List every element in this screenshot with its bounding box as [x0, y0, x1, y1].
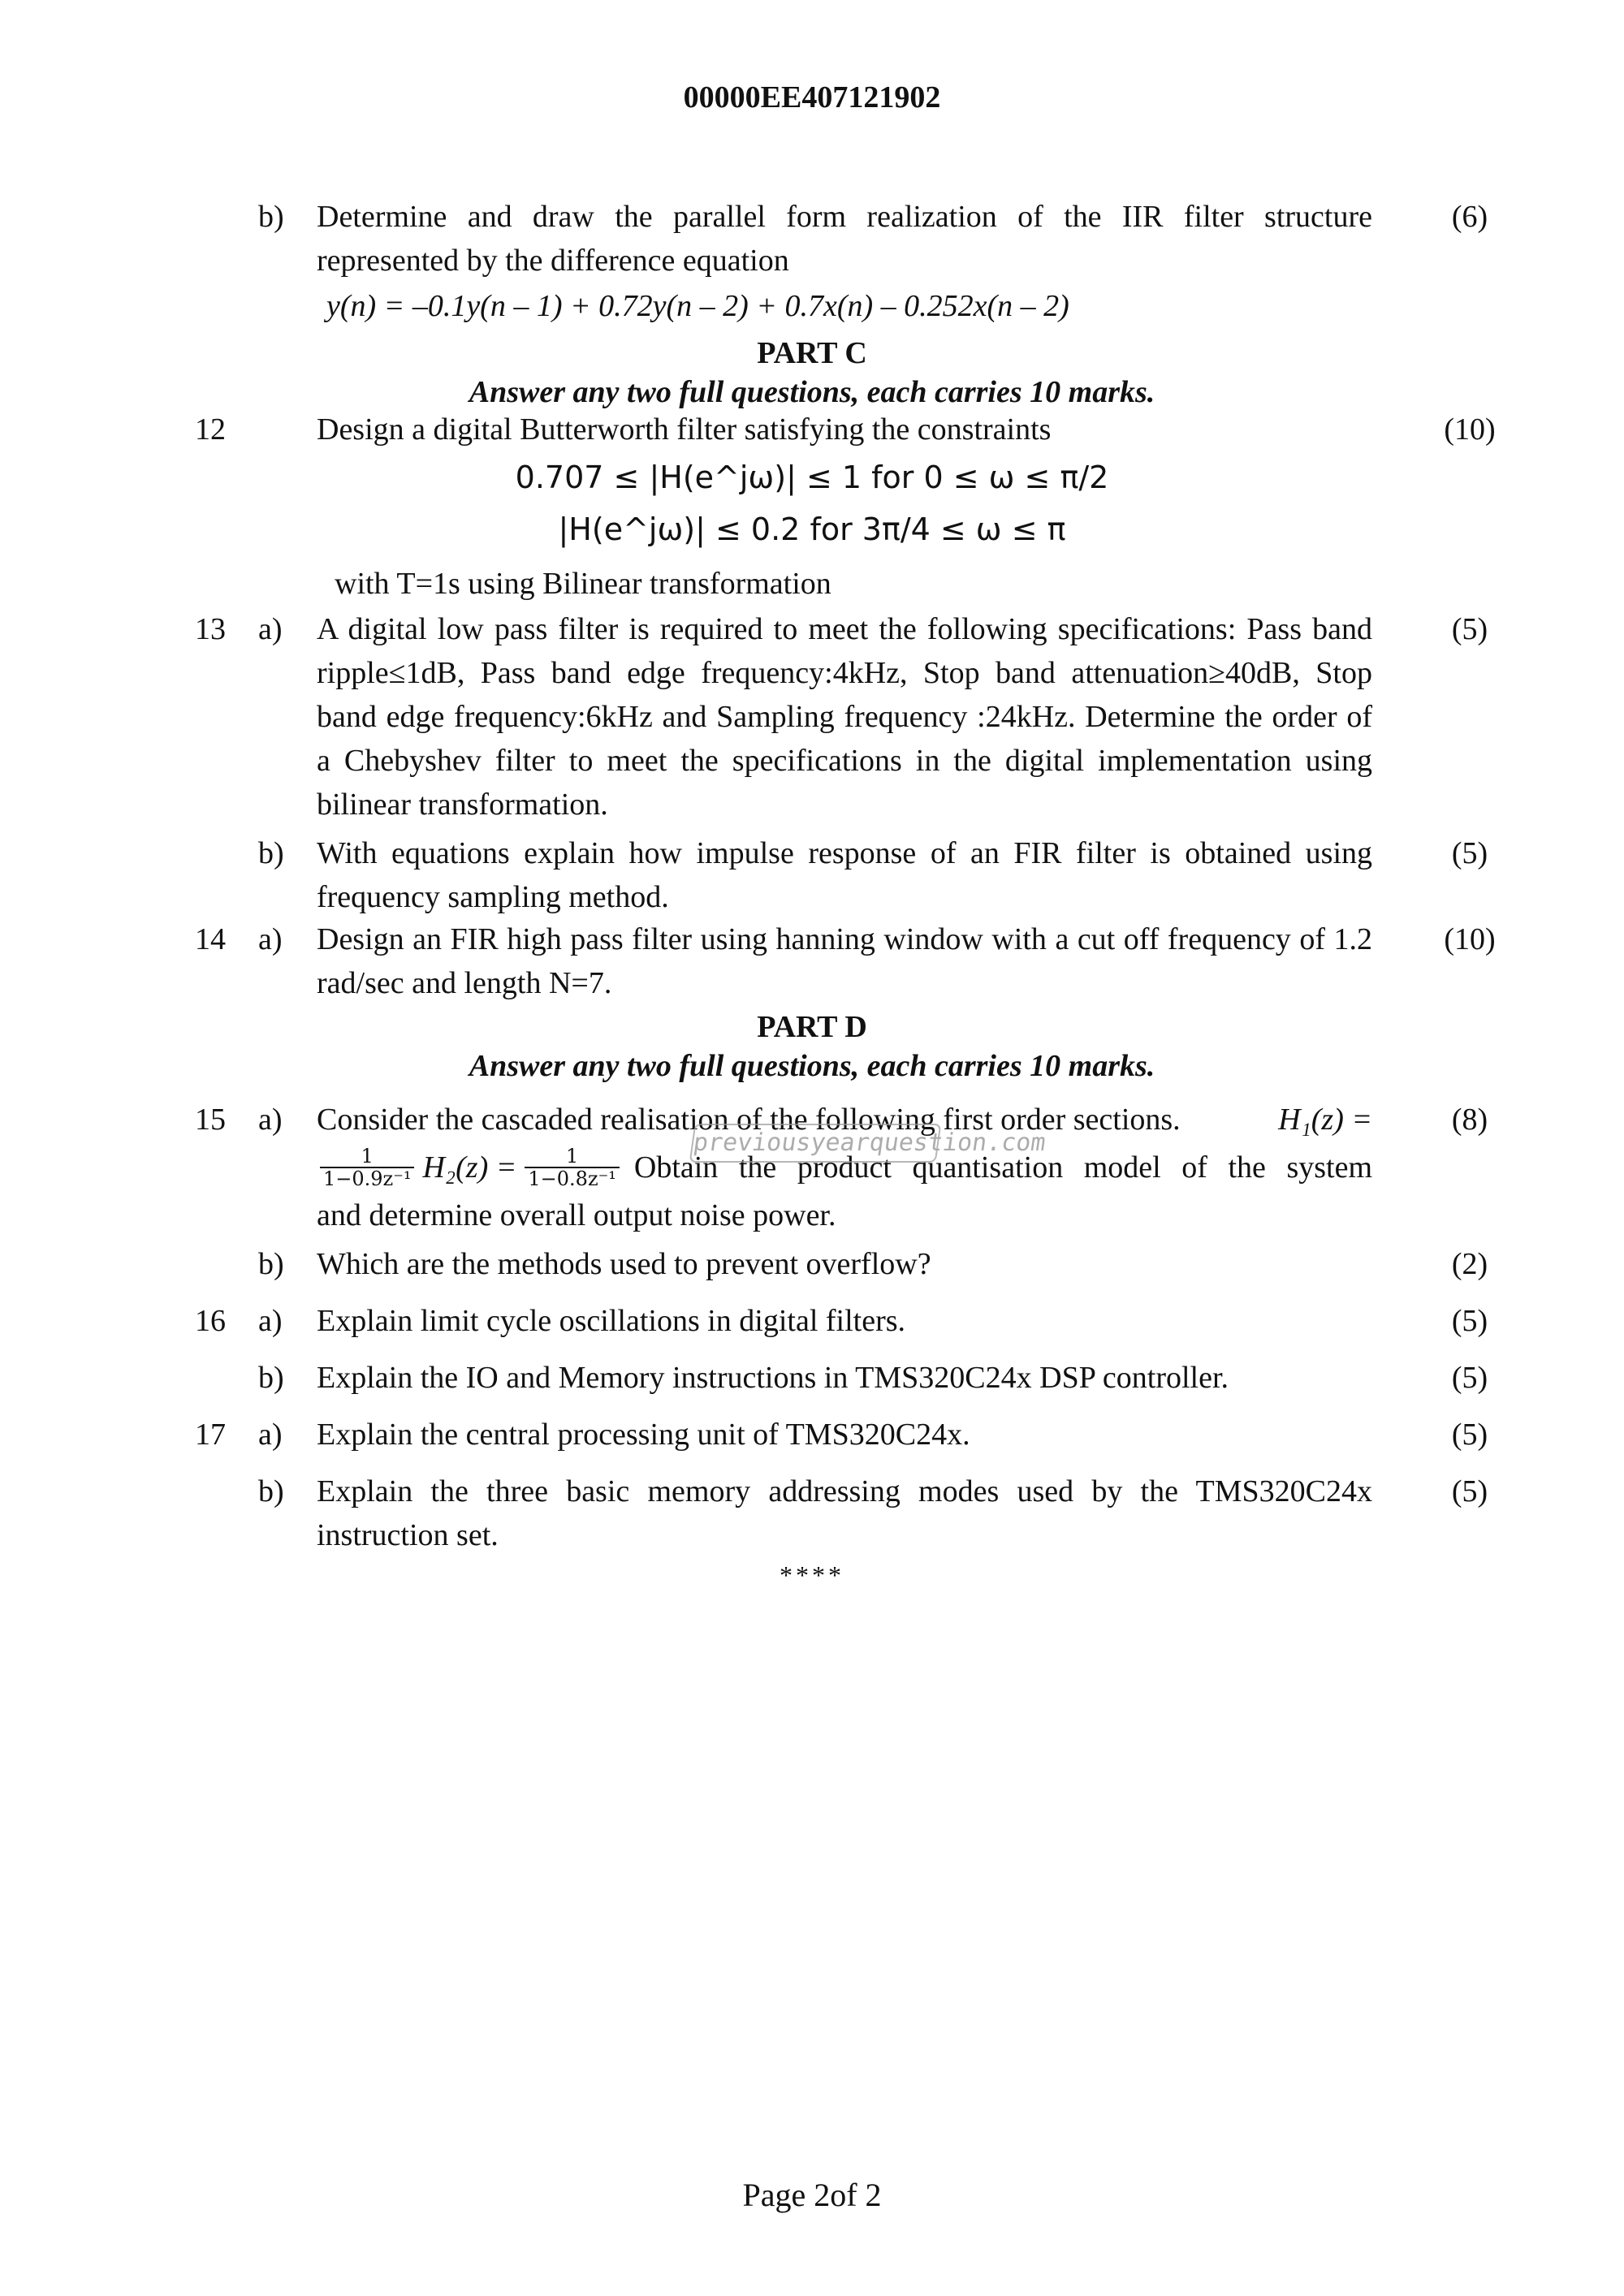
sub-label: b): [258, 1474, 284, 1508]
fraction-h1: [320, 1146, 414, 1189]
question-number: 14: [195, 922, 226, 956]
question-text: Explain the three basic memory addressing modes used by the TMS320C24x instruction set.: [317, 1474, 1372, 1552]
question-text: Design a digital Butterworth filter satisfying the constraints: [317, 412, 1052, 447]
fraction-denominator: 1−0.9z⁻¹: [323, 1167, 412, 1190]
marks: (8): [1451, 1103, 1488, 1137]
question-text-part-2: Obtain the product quantisation model of the system: [633, 1150, 1372, 1185]
marks: (2): [1451, 1247, 1488, 1281]
sub-label: a): [258, 1304, 283, 1338]
question-text-part-1: Consider the cascaded realisation of the following first order sections.: [317, 1103, 1181, 1137]
sub-label: b): [258, 1361, 284, 1395]
question-text: With equations explain how impulse response of an FIR filter is obtained using frequency sampling method.: [317, 836, 1372, 914]
h1-label: H₁(z) =: [1278, 1103, 1372, 1137]
marks: (5): [1451, 612, 1488, 646]
end-marker: ****: [780, 1560, 844, 1590]
marks: (10): [1444, 922, 1496, 956]
page-footer: Page 2of 2: [742, 2177, 882, 2213]
question-number: 15: [195, 1103, 226, 1137]
watermark: previousyearquestion.com: [689, 1124, 942, 1163]
part-d-instruction: Answer any two full questions, each carries 10 marks.: [469, 1049, 1155, 1083]
fraction-numerator: 1: [525, 1146, 619, 1168]
marks: (6): [1451, 200, 1488, 234]
question-number: 13: [195, 612, 226, 646]
constraint-equation-1: 0.707 ≤ |H(e^jω)| ≤ 1 for 0 ≤ ω ≤ π/2: [515, 460, 1109, 495]
marks: (5): [1451, 836, 1488, 870]
sub-label: b): [258, 200, 284, 234]
part-c-instruction: Answer any two full questions, each carries 10 marks.: [469, 375, 1155, 409]
marks: (5): [1451, 1304, 1488, 1338]
sub-label: a): [258, 922, 283, 956]
part-c-title: PART C: [757, 336, 867, 370]
question-text: Explain limit cycle oscillations in digital filters.: [317, 1304, 906, 1338]
question-text: Explain the IO and Memory instructions in TMS320C24x DSP controller.: [317, 1361, 1229, 1395]
difference-equation: y(n) = –0.1y(n – 1) + 0.72y(n – 2) + 0.7x(n) – 0.252x(n – 2): [326, 289, 1069, 323]
h2-label: H₂(z) =: [422, 1150, 517, 1185]
sub-label: a): [258, 1418, 283, 1452]
question-12-tail: with T=1s using Bilinear transformation: [335, 567, 831, 601]
question-number: 17: [195, 1418, 226, 1452]
paper-code: 00000EE407121902: [683, 80, 941, 114]
question-text: A digital low pass filter is required to meet the following specifications: Pass band ripple≤1dB, Pass band edge frequency:4kHz, Stop band attenuation≥40dB, Stop band edge frequency:6kHz and Sampling frequency :24kHz. Determine the order of a Chebyshev filter to meet the specifications in the digital implementation using bilinear transformation.: [317, 612, 1372, 822]
question-number: 16: [195, 1304, 226, 1338]
constraint-equation-2: |H(e^jω)| ≤ 0.2 for 3π/4 ≤ ω ≤ π: [558, 511, 1066, 547]
question-text-part-3: and determine overall output noise power.: [317, 1198, 836, 1232]
sub-label: a): [258, 1103, 283, 1137]
question-text: Determine and draw the parallel form realization of the IIR filter structure represented by the difference equation: [317, 200, 1372, 278]
question-text: Explain the central processing unit of TMS320C24x.: [317, 1418, 970, 1452]
fraction-h2: [525, 1146, 619, 1189]
part-d-title: PART D: [757, 1010, 867, 1044]
marks: (10): [1444, 412, 1496, 447]
question-text: Design an FIR high pass filter using hanning window with a cut off frequency of 1.2 rad/sec and length N=7.: [317, 922, 1372, 1000]
fraction-denominator: 1−0.8z⁻¹: [528, 1167, 616, 1190]
sub-label: b): [258, 1247, 284, 1281]
question-text: [317, 1098, 1372, 1237]
sub-label: b): [258, 836, 284, 870]
question-number: 12: [195, 412, 226, 447]
marks: (5): [1451, 1474, 1488, 1508]
question-text: Which are the methods used to prevent overflow?: [317, 1247, 931, 1281]
marks: (5): [1451, 1361, 1488, 1395]
marks: (5): [1451, 1418, 1488, 1452]
sub-label: a): [258, 612, 283, 646]
fraction-numerator: 1: [320, 1146, 414, 1168]
